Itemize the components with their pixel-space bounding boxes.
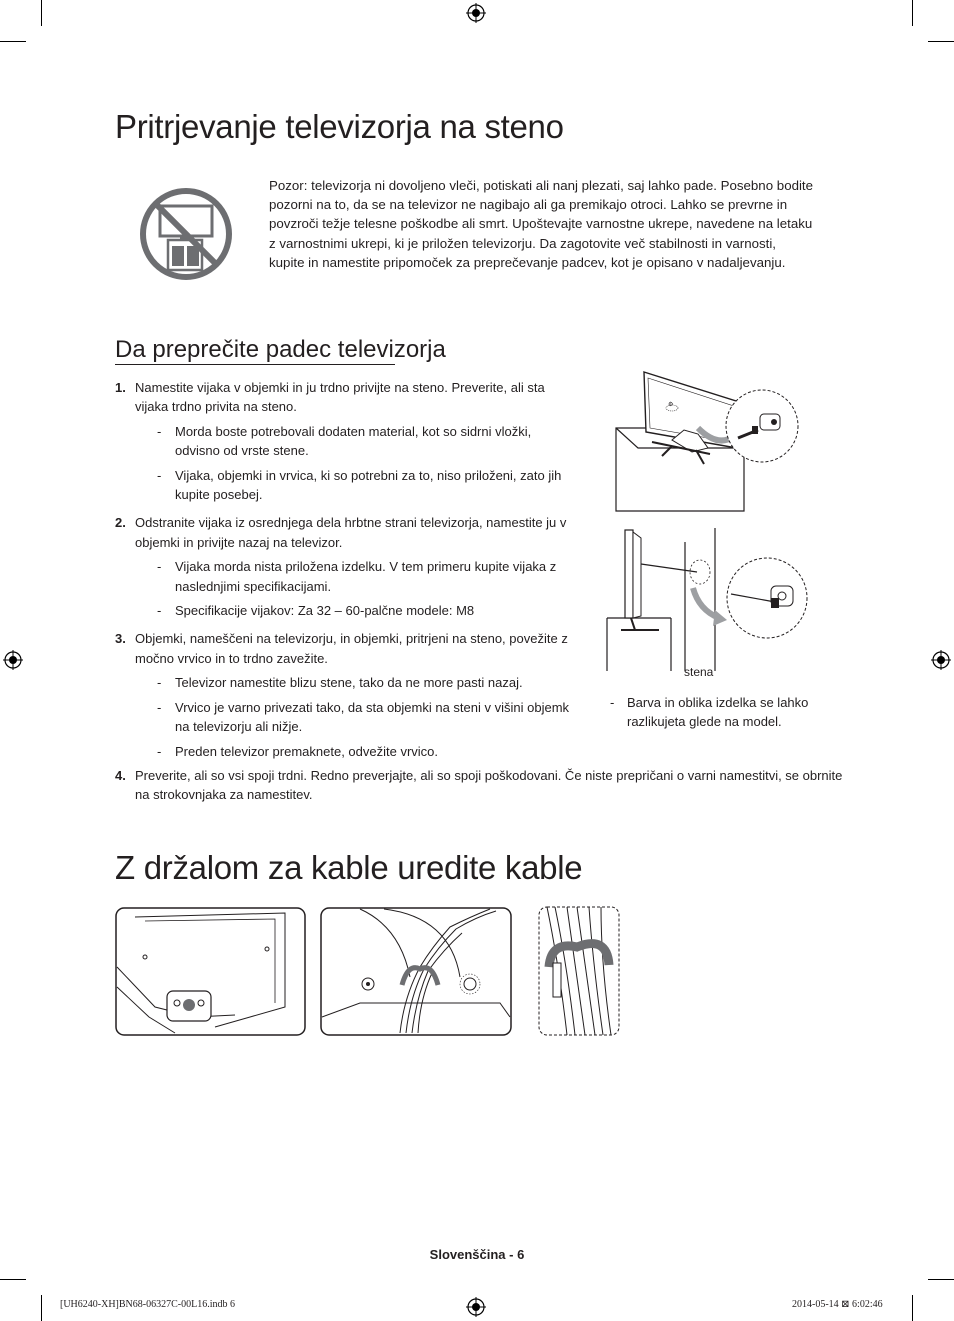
cable-holder-illustration-1: [115, 907, 306, 1037]
tv-bracket-illustration: [612, 368, 802, 513]
step-item: [115, 513, 575, 620]
subtitle-underline: [115, 364, 395, 365]
crop-mark: [41, 0, 42, 26]
registration-mark-icon: [3, 650, 23, 670]
page-title: Pritrjevanje televizorja na steno: [115, 108, 564, 145]
bullet-text: Vrvico je varno privezati tako, da sta objemki na steni v višini objemk na televizorju ali nižje.: [175, 699, 570, 735]
model-note: [610, 693, 857, 732]
bullet-text: Specifikacije vijakov: Za 32 – 60-palčne modele: M8: [175, 603, 475, 619]
step-text: Preverite, ali so vsi spoji trdni. Redno preverjajte, ali so spoji poškodovani. Če niste prepričani o varni namestitvi, se obrnite na strokovnjaka za namestitev.: [135, 768, 843, 803]
wall-label: stena: [684, 665, 714, 679]
bullet-text: Televizor namestite blizu stene, tako da ne more pasti nazaj.: [175, 675, 523, 691]
warning-text: Pozor: televizorja ni dovoljeno vleči, potiskati ali nanj plezati, saj lahko pade. Posebno bodite pozorni na to, da se na televizor ne nagibajo ali ga premikajo otroci. Lahko se prevrne in povzroči težje telesne poškodbe ali smrt. Upoštevajte varnostne ukrepe, navedene na letaku z varnostnimi ukrepi, ki je priložen televizorju. Da zagotovite več stabilnosti in varnosti, kupite in namestite pripomoček za preprečevanje padcev, kot je opisano v nadaljevanju.: [269, 178, 814, 270]
step-number: 4.: [115, 768, 126, 783]
step-text: Odstranite vijaka iz osrednjega dela hrbtne strani televizorja, namestite ju v objemki in privijte nazaj na televizor.: [135, 515, 567, 550]
prohibition-icon: [138, 186, 234, 282]
bullet-text: Morda boste potrebovali dodaten material, kot so sidrni vložki, odvisno od vrste stene.: [175, 423, 532, 459]
bullet-item: - Preden televizor premaknete, odvežite vrvico.: [157, 743, 439, 759]
bullet-text: Vijaka, objemki in vrvica, ki so potrebni za to, niso priloženi, zato jih kupite posebej.: [175, 467, 562, 503]
step-item: [115, 766, 860, 805]
crop-mark: [912, 0, 913, 26]
step-number: 2.: [115, 515, 126, 531]
bullet-text: Vijaka morda nista priložena izdelku. V tem primeru kupite vijaka z naslednjimi specifikacijami.: [175, 559, 557, 594]
section-subtitle: Da preprečite padec televizorja: [115, 336, 446, 363]
note-text: Barva in oblika izdelka se lahko razlikujeta glede na model.: [627, 695, 809, 730]
step-text: Objemki, nameščeni na televizorju, in objemki, pritrjeni na steno, povežite z močno vrvico in to trdno zavežite.: [135, 631, 568, 666]
bullet-item: - Vijaka, objemki in vrvica, ki so potrebni za to, niso priloženi, zato jih kupite posebej.: [157, 467, 562, 503]
step-text: Namestite vijaka v objemki in ju trdno privijte na steno. Preverite, ali sta vijaka trdno privita na steno.: [135, 380, 545, 415]
bullet-item: - Specifikacije vijakov: Za 32 – 60-palčne modele: M8: [157, 603, 475, 619]
crop-mark: [912, 1295, 913, 1321]
page-footer: Slovenščina - 6: [429, 1247, 525, 1262]
bullet-text: Preden televizor premaknete, odvežite vrvico.: [175, 743, 439, 759]
svg-text:⚙: ⚙: [668, 402, 674, 408]
cable-holder-detail-illustration: [537, 905, 621, 1037]
bullet-item: - Vijaka morda nista priložena izdelku. V tem primeru kupite vijaka z naslednjimi specifikacijami.: [157, 559, 557, 594]
steps-list: [115, 378, 575, 770]
crop-mark: [0, 41, 26, 42]
tv-wall-side-illustration: [605, 528, 810, 673]
note-dash: -: [610, 695, 615, 710]
bullet-item: - Vrvico je varno privezati tako, da sta objemki na steni v višini objemk na televizorju ali nižje.: [157, 699, 570, 735]
section-title: Z držalom za kable uredite kable: [115, 849, 583, 886]
imprint-date: 2014-05-14 ⊠ 6:02:46: [792, 1299, 883, 1310]
bullet-item: - Morda boste potrebovali dodaten material, kot so sidrni vložki, odvisno od vrste stene.: [157, 423, 532, 459]
imprint-file: [UH6240-XH]BN68-06327C-00L16.indb 6: [60, 1299, 235, 1310]
step-number: 1.: [115, 380, 126, 395]
bullet-item: - Televizor namestite blizu stene, tako da ne more pasti nazaj.: [157, 675, 523, 691]
registration-mark-icon: [466, 3, 486, 23]
step-item: [115, 629, 575, 760]
step-item: [115, 378, 575, 504]
crop-mark: [928, 41, 954, 42]
registration-mark-icon: [931, 650, 951, 670]
step-number: 3.: [115, 631, 126, 647]
cable-holder-illustration-2: [320, 907, 512, 1037]
registration-mark-icon: [466, 1297, 486, 1317]
crop-mark: [928, 1279, 954, 1280]
crop-mark: [41, 1295, 42, 1321]
crop-mark: [0, 1279, 26, 1280]
